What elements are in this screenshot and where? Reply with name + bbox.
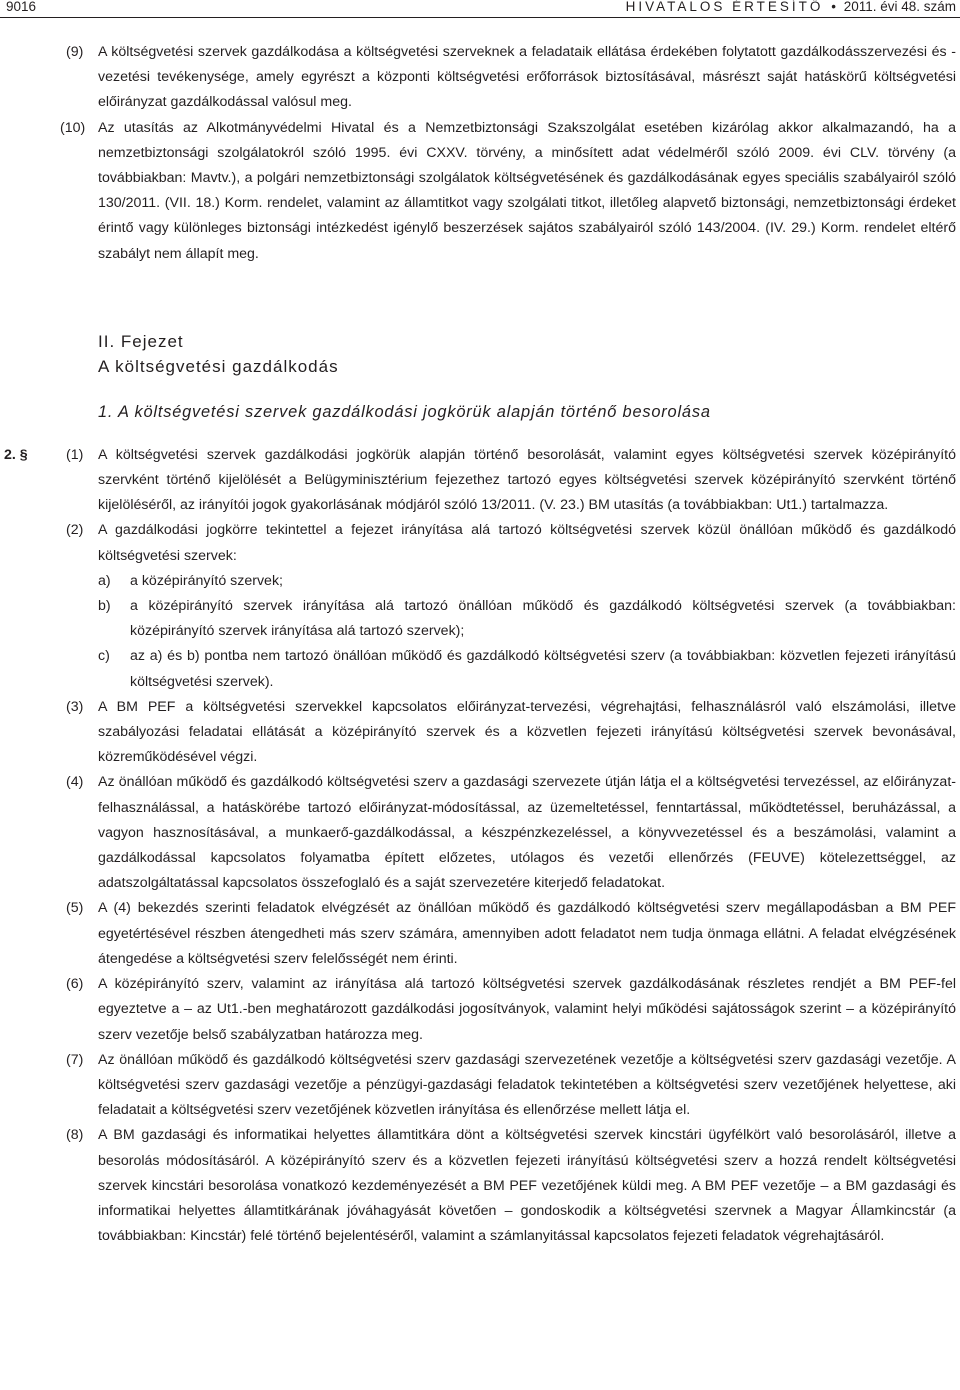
header-bullet: • <box>831 0 836 14</box>
issue-number: 2011. évi 48. szám <box>843 0 956 14</box>
list-item-c <box>0 644 960 694</box>
paragraph-text: Az önállóan működő és gazdálkodó költségvetési szerv a gazdasági szervezete útján látja el a költségvetési tervezéssel, az előirányzat-felhasználással, a hatáskörébe tartozó előirányzat-módosítással, az üzemeltetéssel, fenntartással, működtetéssel, beruházással, a vagyon hasznosításával, a munkaerő-gazdálkodással, a készpénzkezeléssel, a könyvvezetéssel és a beszámolási, valamint a gazdálkodással kapcsolatos folyamatba épített előzetes, utólagos és vezetői ellenőrzés (FEUVE) kötelezettséggel, az adatszolgáltatással kapcsolatos összefoglaló és a saját szervezetére kiterjedő feladatokat. <box>98 774 956 892</box>
paragraph-number: (4) <box>66 774 84 791</box>
paragraph-number: (5) <box>66 900 84 917</box>
section-2-paragraph-1 <box>0 443 960 519</box>
running-title <box>626 0 956 14</box>
section-2-paragraph-8 <box>0 1123 960 1249</box>
section-2-paragraph-3 <box>0 695 960 771</box>
list-letter: a) <box>98 572 111 589</box>
paragraph-text: A gazdálkodási jogkörre tekintettel a fejezet irányítása alá tartozó költségvetési szervek közül önállóan működő és gazdálkodó költségvetési szervek: <box>98 522 956 564</box>
list-item-b <box>0 594 960 644</box>
paragraph-number: (10) <box>60 119 86 136</box>
journal-title: HIVATALOS ÉRTESÍTŐ <box>625 0 824 14</box>
paragraph-text: A BM gazdasági és informatikai helyettes államtitkára dönt a költségvetési szervek kincstári ügyfélkört való besorolásáról, illetve a besorolás módosításáról. A középirányító szerv és a közvetlen fejezeti irányítású költségvetési szerv a hozzá rendelt költségvetési szervek kincstári besorolása vonatkozó kezdeményezését a BM PEF vezetőjének küldi meg. A BM PEF vezetője – a BM gazdasági és informatikai helyettes államtitkárának jóváhagyását követően – gondoskodik a költségvetési szervnek a Magyar Államkincstár (a továbbiakban: Kincstár) felé történő bejelentéséről, valamint a számlanyitással kapcsolatos fejezeti feladatok végrehajtásáról. <box>98 1127 956 1245</box>
paragraph-text: A költségvetési szervek gazdálkodása a költségvetési szerveknek a feladataik ellátása érdekében folytatott gazdálkodásszervezési és -vezetési tevékenysége, amely egyrészt a központi költségvetési erőforrások biztosításával, másrészt saját hatáskörű költségvetési előirányzat gazdálkodással valósul meg. <box>98 44 956 111</box>
paragraph-number: (7) <box>66 1051 84 1068</box>
list-text: a középirányító szervek; <box>130 572 283 589</box>
chapter-title: A költségvetési gazdálkodás <box>98 356 339 376</box>
section-2-paragraph-7 <box>0 1048 960 1124</box>
chapter-number: II. Fejezet <box>98 331 184 351</box>
paragraph-text: A költségvetési szervek gazdálkodási jogkörük alapján történő besorolását, valamint egyes költségvetési szervek középirányító szervként történő kijelölését a Belügyminisztérium fejezethez tartozó egyes költségvetési szervek középirányító szervként történő kijelöléséről, az irányítói jogok gyakorlásának módjáról szóló 13/2011. (V. 23.) BM utasítás (a továbbiakban: Ut1.) tartalmazza. <box>98 446 956 514</box>
list-text: az a) és b) pontba nem tartozó önállóan működő és gazdálkodó költségvetési szerv (a továbbiakban: közvetlen fejezeti irányítású költségvetési szervek). <box>130 648 956 690</box>
section-2-paragraph-4 <box>0 770 960 896</box>
paragraph-number: (8) <box>66 1127 84 1144</box>
list-letter: b) <box>98 598 111 615</box>
subheading: 1. A költségvetési szervek gazdálkodási jogkörük alapján történő besorolása <box>98 402 711 421</box>
section-2-paragraph-2 <box>0 518 960 568</box>
paragraph-number: (2) <box>66 522 84 539</box>
list-text: a középirányító szervek irányítása alá tartozó önállóan működő és gazdálkodó költségvetési szervek (a továbbiakban: középirányító szervek irányítása alá tartozó szervek); <box>130 598 956 640</box>
paragraph-number: (9) <box>66 44 84 60</box>
section-2-paragraph-6 <box>0 972 960 1048</box>
paragraph-text: A BM PEF a költségvetési szervekkel kapcsolatos előirányzat-tervezési, végrehajtási, felhasználásról való elszámolási, illetve szabályozási feladatai ellátását a középirányító szervek és a közvetlen fejezeti irányítású költségvetési szervek bevonásával, közreműködésével végzi. <box>98 698 956 766</box>
section-2-paragraph-5 <box>0 896 960 972</box>
paragraph-text: A (4) bekezdés szerinti feladatok elvégzését az önállóan működő és gazdálkodó költségvetési szerv megállapodásban a BM PEF egyetértésével részben átengedheti más szerv számára, amennyiben adott feladatot nem tudja önmaga ellátni. A feladat elvégzésének átengedése a költségvetési szerv felelősségét nem érinti. <box>98 900 956 967</box>
paragraph-number: (1) <box>66 446 84 463</box>
paragraph-9 <box>0 40 960 116</box>
list-letter: c) <box>98 648 110 665</box>
paragraph-number: (3) <box>66 698 84 715</box>
page-number: 9016 <box>6 0 37 14</box>
list-item-a <box>0 569 960 594</box>
paragraph-number: (6) <box>66 976 84 993</box>
paragraph-text: Az utasítás az Alkotmányvédelmi Hivatal és a Nemzetbiztonsági Szakszolgálat esetében kizárólag akkor alkalmazandó, ha a nemzetbiztonsági szolgálatokról szóló 1995. évi CXXV. törvény, a minősített adat védelméről szóló 2009. évi CLV. törvény (a továbbiakban: Mavtv.), a polgári nemzetbiztonsági szolgálatok költségvetésének és gazdálkodásának egyes speciális szabályairól szóló 130/2011. (VII. 18.) Korm. rendelet, valamint az államtitkot vagy szolgálati titkot, illetőleg alapvető biztonsági, nemzetbiztonsági érdeket érintő vagy különleges biztonsági intézkedést igénylő beszerzések sajátos szabályairól szóló 143/2004. (IV. 29.) Korm. rendelet eltérő szabályt nem állapít meg. <box>98 119 956 262</box>
paragraph-10 <box>0 116 960 267</box>
paragraph-text: A középirányító szerv, valamint az irányítása alá tartozó költségvetési szervek gazdálkodásának részletes rendjét a BM PEF-fel egyeztetve a – az Ut1.-ben meghatározott gazdálkodási jogosítványok, valamint helyi működési sajátosságok szerint – a középirányító szerv vezetője belső szabályzatban határozza meg. <box>98 976 956 1043</box>
running-header <box>0 0 960 22</box>
document-body <box>0 40 960 1249</box>
paragraph-text: Az önállóan működő és gazdálkodó költségvetési szerv gazdasági szervezetének vezetője a költségvetési szerv gazdasági vezetője. A költségvetési szerv gazdasági vezetője a pénzügyi-gazdasági feladatok tekintetében a költségvetési szerv vezetőjének helyettese, aki feladatait a költségvetési szerv vezetőjének közvetlen irányítása és ellenőrzése mellett látja el. <box>98 1051 956 1119</box>
section-mark: 2. § <box>4 446 28 463</box>
header-rule <box>0 17 960 18</box>
